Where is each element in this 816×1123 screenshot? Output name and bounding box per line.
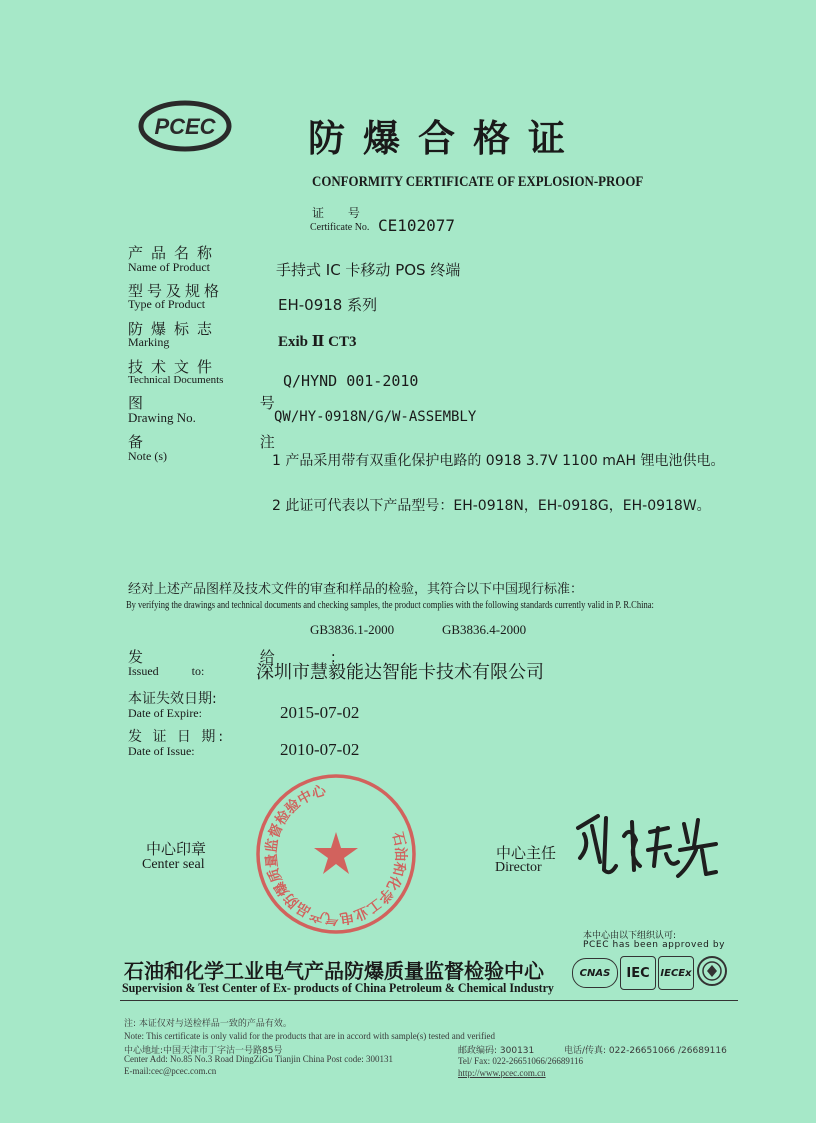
page-subtitle: CONFORMITY CERTIFICATE OF EXPLOSION-PROOF	[312, 174, 644, 190]
field-label-zh: 产品名称	[128, 244, 221, 262]
note-2: 2 此证可代表以下产品型号：EH-0918N，EH-0918G，EH-0918W。	[272, 498, 711, 514]
accreditation-emblem-icon	[696, 955, 728, 987]
seal-star-icon	[314, 832, 358, 874]
center-seal-stamp	[254, 772, 418, 936]
pcec-logo	[138, 100, 232, 152]
footer-tel-en: Tel/ Fax: 022-26651066/26689116	[458, 1056, 584, 1066]
field-label-zh: 技术文件	[128, 358, 221, 376]
issue-date-label-en: Date of Issue:	[128, 744, 195, 758]
logo-text: PCEC	[154, 114, 216, 139]
cert-no-value: CE102077	[378, 216, 456, 235]
footer-note-zh: 注: 本证仅对与送检样品一致的产品有效。	[124, 1019, 292, 1029]
marking-value: Exib Ⅱ CT3	[278, 334, 357, 350]
drawing-no-value: QW/HY-0918N/G/W-ASSEMBLY	[274, 409, 477, 425]
footer-postcode-zh: 邮政编码: 300131	[458, 1046, 535, 1056]
field-label-zh: 图 号	[128, 394, 331, 412]
issued-label-en: Issued to:	[128, 664, 205, 678]
standard-1: GB3836.1-2000	[310, 622, 395, 637]
verification-text-en: By verifying the drawings and technical documents and checking samples, the product complies with the following standards currently valid in P. R.China:	[126, 600, 654, 611]
iecex-badge: IECEx	[658, 956, 694, 990]
footer-note-en: Note: This certificate is only valid for the products that are in accord with sample(s) tested and verified	[124, 1031, 495, 1041]
director-label-en: Director	[495, 860, 542, 875]
iec-badge: IEC	[620, 956, 656, 990]
footer-divider	[120, 1000, 738, 1001]
issuer-name-en: Supervision & Test Center of Ex- products of China Petroleum & Chemical Industry	[122, 980, 554, 995]
field-label-en: Type of Product	[128, 297, 206, 311]
issue-date-value: 2010-07-02	[280, 740, 360, 759]
center-seal-label-en: Center seal	[142, 857, 205, 872]
issuer-name-zh: 石油和化学工业电气产品防爆质量监督检验中心	[124, 959, 544, 983]
product-name-value: 手持式 IC 卡移动 POS 终端	[276, 261, 461, 279]
page-title: 防爆合格证	[308, 117, 583, 160]
issued-to-value: 深圳市慧毅能达智能卡技术有限公司	[256, 662, 544, 683]
field-label-en: Note (s)	[128, 449, 167, 463]
note-1: 1 产品采用带有双重化保护电路的 0918 3.7V 1100 mAH 锂电池供电。	[272, 453, 725, 469]
approval-text-en: PCEC has been approved by	[583, 940, 726, 950]
expire-date-value: 2015-07-02	[280, 703, 360, 722]
director-label-zh: 中心主任	[496, 844, 557, 862]
approval-text-zh: 本中心由以下组织认可:	[583, 931, 677, 941]
footer-address-en: Center Add: No.85 No.3 Road DingZiGu Tianjin China Post code: 300131	[124, 1054, 393, 1064]
field-label-en: Technical Documents	[128, 374, 224, 386]
standard-2: GB3836.4-2000	[442, 622, 527, 637]
issued-label-zh: 发 给:	[128, 648, 392, 666]
footer-address-zh: 中心地址:中国天津市丁字沽一号路85号	[124, 1046, 283, 1056]
field-label-en: Name of Product	[128, 260, 210, 274]
footer-website-link[interactable]: http://www.pcec.com.cn	[458, 1068, 546, 1078]
verification-text-zh: 经对上述产品图样及技术文件的审查和样品的检验，其符合以下中国现行标准：	[128, 582, 584, 597]
cnas-badge: CNAS	[572, 958, 618, 988]
expire-label-zh: 本证失效日期:	[128, 691, 217, 707]
field-label-en: Marking	[128, 335, 170, 349]
field-label-en: Drawing No.	[128, 410, 196, 425]
issue-date-label-zh: 发 证 日 期:	[128, 729, 227, 745]
field-label-zh: 型号及规格	[128, 282, 224, 300]
tech-docs-value: Q/HYND 001-2010	[283, 372, 419, 390]
field-label-zh: 备 注	[128, 433, 331, 451]
cert-no-label-zh: 证 号	[312, 206, 370, 220]
director-signature	[570, 806, 720, 886]
field-label-zh: 防爆标志	[128, 320, 221, 338]
footer-tel-zh: 电话/传真: 022-26651066 /26689116	[564, 1046, 727, 1056]
expire-label-en: Date of Expire:	[128, 706, 202, 720]
footer-email: E-mail:cec@pcec.com.cn	[124, 1066, 217, 1076]
seal-ring-text: 石油和化学工业电气产品防爆质量监督检验中心	[263, 782, 409, 927]
product-type-value: EH-0918 系列	[278, 296, 378, 314]
cert-no-label-en: Certificate No.	[310, 222, 370, 233]
center-seal-label-zh: 中心印章	[146, 840, 207, 858]
